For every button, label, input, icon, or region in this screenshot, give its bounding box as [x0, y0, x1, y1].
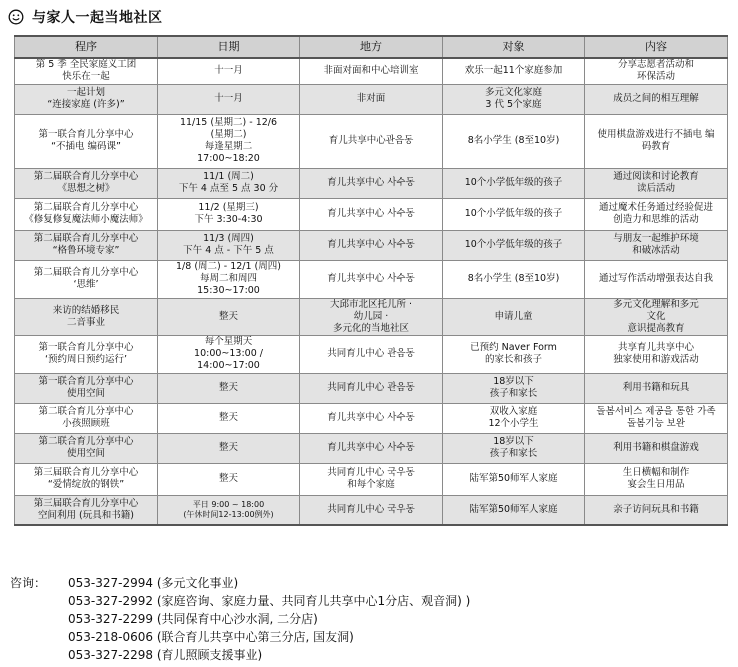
- cell-line: 整天: [218, 310, 238, 322]
- cell-line: 育儿共享中心 사수동: [327, 177, 415, 188]
- cell-line: 使用棋盘游戏进行不插电 编: [597, 129, 715, 140]
- cell-line: 育儿共享中心관음동: [328, 135, 414, 146]
- cell-date: [158, 403, 300, 433]
- contact-line: [10, 574, 470, 592]
- cell-line: 多元文化家庭: [484, 87, 542, 98]
- cell-place: [300, 260, 443, 298]
- cell-line: 第一联合育儿分享中心: [38, 342, 134, 353]
- cell-line: 共享育儿共享中心: [617, 342, 694, 353]
- cell-line: 平日 9:00 ~ 18:00: [192, 499, 265, 509]
- cell-target: [443, 335, 585, 373]
- cell-line: 宴会生日用品: [627, 479, 685, 490]
- cell-program: [15, 168, 158, 198]
- cell-line: 利用书籍和棋盘游戏: [613, 442, 699, 453]
- header-program: 程序: [15, 36, 158, 58]
- table-row: [15, 433, 728, 463]
- table-row: [15, 198, 728, 230]
- cell-line: 18岁以下: [493, 436, 534, 447]
- page-header: [8, 7, 163, 27]
- cell-date: [158, 84, 300, 114]
- cell-line: 非对面: [356, 93, 386, 104]
- cell-line: 育儿共享中心 사수동: [327, 239, 415, 250]
- cell-target: [443, 230, 585, 260]
- cell-line: 通过魔术任务通过经验促进: [598, 202, 713, 213]
- cell-line: 使用空间: [66, 448, 105, 459]
- cell-line: 大邱市北区托儿所 ·: [329, 298, 413, 310]
- cell-line: 快乐在一起: [62, 71, 110, 83]
- cell-line: 使用空间: [66, 388, 105, 399]
- cell-date: [158, 260, 300, 298]
- contact-phone: 053-327-2994 (多元文化事业): [68, 576, 239, 590]
- cell-line: 《修复修复魔法师小魔法师》: [24, 214, 148, 225]
- cell-line: 1/8 (周二) - 12/1 (周四): [176, 261, 281, 272]
- cell-line: 14:00~17:00: [197, 360, 260, 371]
- cell-line: 11/1 (周二): [203, 171, 254, 182]
- cell-content: [585, 168, 728, 198]
- cell-line: “不插电 编码课”: [51, 141, 121, 152]
- cell-line: 申请儿童: [494, 310, 533, 322]
- cell-line: 共同育儿中心 국우동: [327, 467, 415, 478]
- cell-line: 与朋友一起维护环境: [613, 233, 699, 244]
- cell-line: 第三届联合育儿分享中心: [33, 497, 139, 509]
- cell-target: [443, 84, 585, 114]
- cell-line: “格鲁环境专家”: [52, 245, 120, 256]
- cell-line: 通过写作活动增强表达自我: [598, 273, 713, 284]
- cell-line: 第二届联合育儿分享中心: [33, 233, 139, 244]
- cell-line: 多元文化理解和多元: [613, 298, 699, 310]
- cell-content: [585, 335, 728, 373]
- cell-program: [15, 495, 158, 525]
- cell-line: ‘预约周日预约运行’: [44, 354, 128, 365]
- cell-date: [158, 58, 300, 84]
- cell-program: [15, 198, 158, 230]
- cell-line: 11/2 (星期三): [198, 202, 259, 213]
- contact-phone: 053-327-2298 (育儿照顾支援事业): [68, 648, 263, 662]
- cell-date: [158, 230, 300, 260]
- table-row: [15, 373, 728, 403]
- cell-place: [300, 463, 443, 495]
- cell-line: 共同育儿中心 관음동: [327, 382, 415, 393]
- cell-line: 利用书籍和玩具: [622, 382, 690, 393]
- table-row: [15, 335, 728, 373]
- cell-line: 18岁以下: [493, 376, 534, 387]
- cell-line: 下午 4 点至 5 点 30 分: [178, 183, 279, 194]
- cell-place: [300, 84, 443, 114]
- cell-line: 第二联合育儿分享中心: [38, 406, 134, 417]
- cell-line: 已预约 Naver Form: [470, 342, 557, 353]
- cell-place: [300, 58, 443, 84]
- header-date: 日期: [158, 36, 300, 58]
- cell-line: 10个小学低年级的孩子: [464, 208, 563, 219]
- contact-phone: 053-327-2299 (共同保育中心沙水洞, 二分店): [68, 612, 318, 626]
- cell-line: 每周二和周四: [199, 273, 257, 284]
- cell-line: 整天: [218, 412, 238, 423]
- cell-date: [158, 114, 300, 168]
- cell-line: 小孩照顾班: [62, 418, 110, 429]
- cell-line: 一起计划: [66, 87, 105, 98]
- cell-line: 共同育儿中心 국우동: [327, 503, 415, 515]
- cell-line: 下午 4 点 - 下午 5 点: [183, 245, 274, 256]
- contact-line: [10, 646, 470, 664]
- table-row: [15, 114, 728, 168]
- cell-content: [585, 433, 728, 463]
- cell-line: “连接家庭 (许多)”: [47, 99, 125, 110]
- cell-line: 第 5 季 全民家庭义工团: [35, 59, 137, 71]
- cell-place: [300, 433, 443, 463]
- cell-line: 通过阅读和讨论教育: [613, 171, 699, 182]
- cell-line: 码教育: [641, 141, 671, 152]
- cell-line: 8名小学生 (8至10岁): [467, 273, 560, 284]
- cell-line: 分享志愿者活动和: [617, 59, 694, 71]
- table-row: [15, 58, 728, 84]
- cell-line: 第二届联合育儿分享中心: [33, 171, 139, 182]
- cell-line: 11/3 (周四): [203, 233, 254, 244]
- cell-program: [15, 433, 158, 463]
- cell-line: 独家使用和游戏活动: [613, 354, 699, 365]
- cell-line: 和破冰活动: [632, 245, 680, 256]
- cell-line: 二音事业: [66, 316, 105, 328]
- cell-line: 每个星期天: [204, 336, 253, 347]
- cell-content: [585, 298, 728, 335]
- cell-line: 陆军第50师军人家庭: [469, 473, 558, 484]
- cell-line: 多元化的当地社区: [332, 322, 409, 334]
- cell-line: 幼儿园 ·: [353, 310, 389, 322]
- cell-place: [300, 335, 443, 373]
- cell-program: [15, 114, 158, 168]
- cell-line: 成员之间的相互理解: [613, 93, 699, 104]
- cell-program: [15, 84, 158, 114]
- cell-target: [443, 495, 585, 525]
- cell-target: [443, 260, 585, 298]
- cell-line: 《思想之树》: [57, 183, 115, 194]
- cell-line: 每逢星期二: [204, 141, 253, 152]
- cell-content: [585, 198, 728, 230]
- cell-line: 创造力和思维的活动: [613, 214, 699, 225]
- cell-content: [585, 495, 728, 525]
- contact-phone: 053-218-0606 (联合育儿共享中心第三分店, 国友洞): [68, 630, 354, 644]
- cell-place: [300, 168, 443, 198]
- cell-place: [300, 230, 443, 260]
- cell-line: 15:30~17:00: [197, 285, 260, 296]
- cell-line: 读后活动: [636, 183, 675, 194]
- table-row: [15, 463, 728, 495]
- cell-program: [15, 373, 158, 403]
- cell-target: [443, 403, 585, 433]
- cell-line: “爱情绽放的钢铁”: [47, 479, 125, 490]
- cell-program: [15, 298, 158, 335]
- contact-line: [10, 628, 470, 646]
- cell-line: (午休时间12-13:00例外): [183, 509, 274, 519]
- cell-line: 整天: [218, 382, 238, 393]
- cell-line: 欢乐一起11个家庭参加: [464, 65, 563, 77]
- cell-line: 双收入家庭: [489, 406, 538, 417]
- cell-line: 亲子访问玩具和书籍: [613, 503, 699, 515]
- cell-line: 育儿共享中心 사수동: [327, 412, 415, 423]
- cell-line: 非面对面和中心培训室: [323, 65, 419, 77]
- table-row: [15, 260, 728, 298]
- program-table: [14, 35, 728, 526]
- cell-content: [585, 373, 728, 403]
- contact-info: [10, 574, 470, 664]
- cell-content: [585, 260, 728, 298]
- cell-line: 意识提高教育: [627, 322, 685, 334]
- cell-line: 共同育儿中心 관음동: [327, 348, 415, 359]
- cell-target: [443, 114, 585, 168]
- cell-line: 和每个家庭: [347, 479, 395, 490]
- header-content: 内容: [585, 36, 728, 58]
- cell-line: 的家长和孩子: [484, 354, 542, 365]
- table-row: [15, 84, 728, 114]
- cell-line: 孩子和家长: [489, 388, 538, 399]
- cell-content: [585, 463, 728, 495]
- cell-target: [443, 373, 585, 403]
- cell-date: [158, 298, 300, 335]
- cell-line: 育儿共享中心 사수동: [327, 208, 415, 219]
- header-target: 对象: [443, 36, 585, 58]
- cell-line: 12个小学生: [488, 418, 539, 429]
- cell-line: 17:00~18:20: [197, 153, 260, 164]
- cell-line: 10个小学低年级的孩子: [464, 239, 563, 250]
- cell-line: 环保活动: [636, 71, 675, 83]
- table-header-row: [15, 36, 728, 58]
- table-row: [15, 403, 728, 433]
- cell-line: 整天: [218, 473, 238, 484]
- cell-line: 来访的结婚移民: [52, 304, 120, 316]
- cell-place: [300, 495, 443, 525]
- cell-target: [443, 463, 585, 495]
- cell-place: [300, 198, 443, 230]
- cell-line: 育儿共享中心 사수동: [327, 273, 415, 284]
- cell-line: 文化: [646, 310, 666, 322]
- cell-line: 孩子和家长: [489, 448, 538, 459]
- smiley-icon: [8, 9, 24, 25]
- cell-line: 生日横幅和制作: [622, 467, 690, 478]
- cell-line: 下午 3:30-4:30: [194, 214, 263, 225]
- cell-content: [585, 230, 728, 260]
- cell-line: 第二联合育儿分享中心: [38, 436, 134, 447]
- cell-line: 第一联合育儿分享中心: [38, 129, 134, 140]
- cell-date: [158, 463, 300, 495]
- page-title: 与家人一起当地社区: [32, 10, 163, 26]
- cell-target: [443, 58, 585, 84]
- contact-label: 咨询：: [10, 576, 47, 590]
- cell-target: [443, 298, 585, 335]
- cell-place: [300, 114, 443, 168]
- cell-place: [300, 298, 443, 335]
- cell-date: [158, 198, 300, 230]
- cell-line: 8名小学生 (8至10岁): [467, 135, 560, 146]
- table-row: [15, 495, 728, 525]
- cell-program: [15, 463, 158, 495]
- cell-line: 3 代 5个家庭: [485, 99, 542, 110]
- cell-place: [300, 403, 443, 433]
- cell-line: 11/15 (星期二) - 12/6: [179, 117, 278, 128]
- cell-line: ‘思维’: [73, 279, 99, 290]
- table-row: [15, 298, 728, 335]
- cell-date: [158, 495, 300, 525]
- cell-line: 돌봄기능 보완: [626, 418, 686, 429]
- cell-content: [585, 403, 728, 433]
- cell-line: 空间利用 (玩具和书籍): [38, 509, 134, 521]
- cell-line: 十一月: [214, 93, 243, 104]
- cell-line: 整天: [218, 442, 238, 453]
- cell-date: [158, 433, 300, 463]
- cell-content: [585, 84, 728, 114]
- cell-line: (星期二): [210, 129, 247, 140]
- cell-target: [443, 168, 585, 198]
- cell-program: [15, 260, 158, 298]
- cell-line: 第三届联合育儿分享中心: [33, 467, 139, 478]
- cell-program: [15, 230, 158, 260]
- cell-line: 10个小学低年级的孩子: [464, 177, 563, 188]
- header-place: 地方: [300, 36, 443, 58]
- cell-target: [443, 433, 585, 463]
- cell-content: [585, 58, 728, 84]
- contact-line: [10, 592, 470, 610]
- cell-line: 돌봄서비스 제공을 통한 가족: [596, 406, 716, 417]
- cell-date: [158, 373, 300, 403]
- cell-line: 第二届联合育儿分享中心: [33, 267, 139, 278]
- cell-target: [443, 198, 585, 230]
- cell-line: 第二届联合育儿分享中心: [33, 202, 139, 213]
- cell-line: 10:00~13:00 /: [194, 348, 263, 359]
- cell-line: 育儿共享中心 사수동: [327, 442, 415, 453]
- cell-line: 十一月: [214, 65, 243, 77]
- cell-program: [15, 403, 158, 433]
- table-row: [15, 230, 728, 260]
- contact-phone: 053-327-2992 (家庭咨询、家庭力量、共同育儿共享中心1分店、观音洞) ): [68, 594, 471, 608]
- cell-line: 陆军第50师军人家庭: [469, 503, 558, 515]
- cell-program: [15, 335, 158, 373]
- cell-program: [15, 58, 158, 84]
- cell-content: [585, 114, 728, 168]
- cell-place: [300, 373, 443, 403]
- cell-date: [158, 168, 300, 198]
- cell-date: [158, 335, 300, 373]
- contact-line: [10, 610, 470, 628]
- cell-line: 第一联合育儿分享中心: [38, 376, 134, 387]
- table-row: [15, 168, 728, 198]
